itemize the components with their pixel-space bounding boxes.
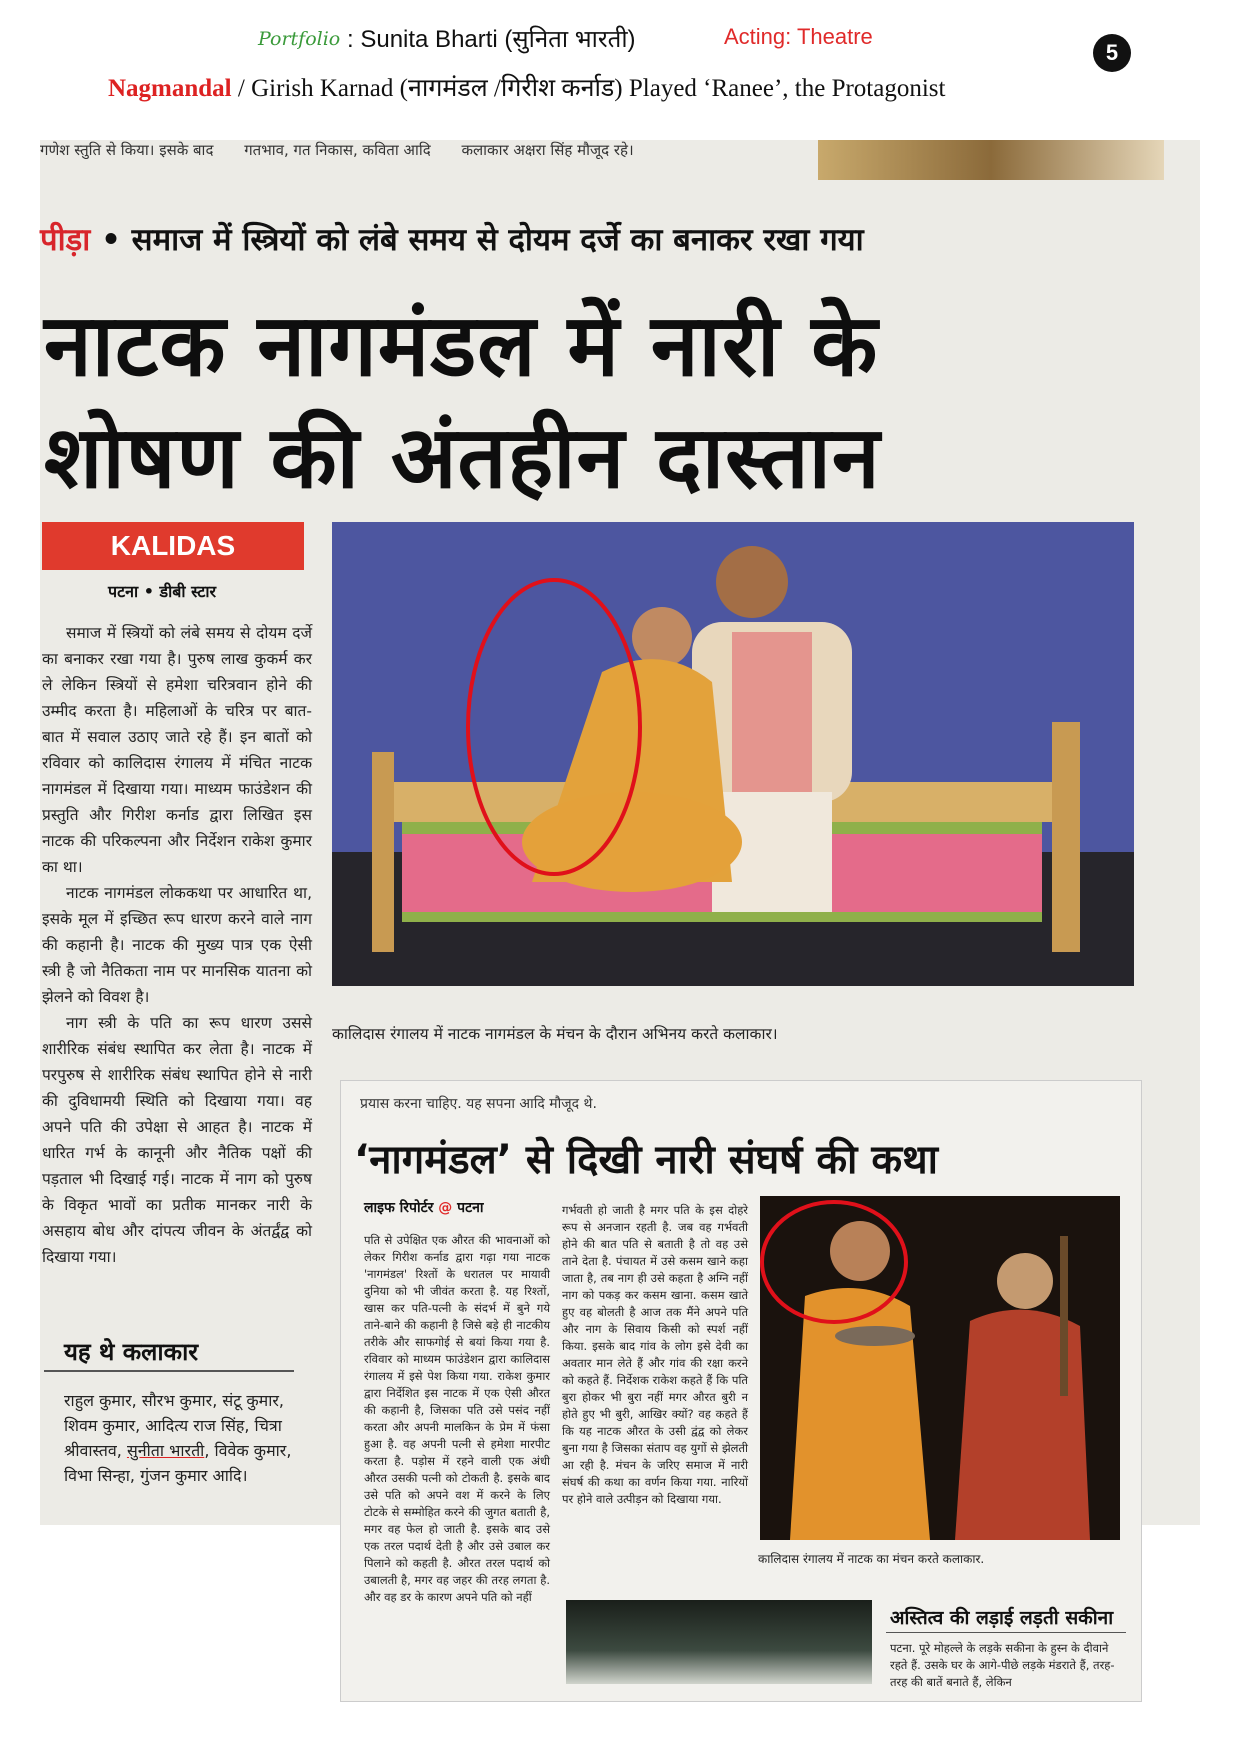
top-strip-text: कलाकार अक्षरा सिंह मौजूद रहे।	[461, 141, 634, 159]
byline	[364, 1198, 484, 1217]
kicker-label: पीड़ा	[40, 222, 91, 258]
byline-prefix: लाइफ रिपोर्टर	[364, 1200, 439, 1216]
article-paragraph: समाज में स्त्रियों को लंबे समय से दोयम दर्जे का बनाकर रखा गया है। पुरुष लाख कुकर्म कर ले लेकिन स्त्रियों से हमेशा चरित्रवान होने की उम्मीद करता है। महिलाओं के चरित्र पर बात-बात में सवाल उठाए जाते रहे हैं। इन बातों को रविवार को कालिदास रंगालय में मंचित नाटक नागमंडल में दिखाया गया। माध्यम फाउंडेशन की प्रस्तुति और गिरीश कर्नाड द्वारा लिखित इस नाटक की परिकल्पना और निर्देशन राकेश कुमार का था।	[42, 624, 312, 876]
divider	[44, 1370, 294, 1372]
category-label: Acting: Theatre	[724, 24, 873, 49]
stage-scene-illustration-2	[760, 1196, 1120, 1540]
stage-photo-secondary	[760, 1196, 1120, 1540]
photo-caption: कालिदास रंगालय में नाटक नागमंडल के मंचन के दौरान अभिनय करते कलाकार।	[332, 1025, 778, 1043]
headline-line-2: शोषण की अंतहीन दास्तान	[44, 408, 881, 508]
stage-photo-main	[332, 522, 1134, 986]
artist-name: : Sunita Bharti (सुनिता भारती)	[347, 26, 636, 53]
sub-article-text: पटना. पूरे मोहल्ले के लड़के सकीना के हुस्न के दीवाने रहते हैं. उसके घर के आगे-पीछे लड़के मंडराते हैं, तरह-तरह की बातें बनाते हैं, लेकिन	[890, 1641, 1115, 1689]
cast-list	[64, 1388, 304, 1488]
headline-line-1: नाटक नागमंडल में नारी के	[44, 296, 879, 396]
article-paragraph: नाग स्त्री के पति का रूप धारण उससे शारीरिक संबंध स्थापित कर लेता है। नाटक में परपुरुष से शारीरिक संबंध स्थापित होने से नारी की दुविधामयी स्थिति को दिखाया गया। वह अपने पति की उपेक्षा से आहत है। नाटक में धारित गर्भ के कानूनी और नैतिक पक्षों की पड़ताल भी दिखाई गई। नाटक में नाग को पुरुष के विकृत भावों का प्रतीक मानकर नारी के असहाय बोध और दांपत्य जीवन के अंतर्द्वंद्व को दिखाया गया।	[42, 1014, 312, 1266]
byline-at: @	[438, 1200, 453, 1216]
stage-scene-illustration	[332, 522, 1134, 986]
cast-name-highlight: सुनीता भारती	[126, 1441, 205, 1460]
kicker-text: समाज में स्त्रियों को लंबे समय से दोयम दर्जे का बनाकर रखा गया	[131, 222, 864, 258]
clipping2-top-strip: प्रयास करना चाहिए. यह सपना आदि मौजूद थे.	[360, 1096, 597, 1112]
article-paragraph: नाटक नागमंडल लोककथा पर आधारित था, इसके मूल में इच्छित रूप धारण करने वाले नाग की कहानी है। नाटक की मुख्य पात्र एक ऐसी स्त्री है जो नैतिकता नाम पर मानसिक यातना को झेलने को विवश है।	[42, 884, 312, 1006]
kicker-line	[40, 218, 864, 260]
portfolio-label: Portfolio	[258, 28, 341, 50]
top-strip-text: गतभाव, गत निकास, कविता आदि	[244, 141, 431, 159]
dateline: पटना • डीबी स्टार	[108, 582, 217, 601]
sub-article-headline: अस्तित्व की लड़ाई लड़ती सकीना	[890, 1607, 1114, 1629]
clipping2-column-1: पति से उपेक्षित एक औरत की भावनाओं को लेकर गिरीश कर्नाड द्वारा गढ़ा गया नाटक 'नागमंडल' रिश्तों के धरातल पर मायावी दुनिया को भी जीवंत करता है. यह रिश्तों, खास कर पति-पत्नी के संदर्भ में बुने गये ताने-बाने की कहानी है जिसे बड़े ही नाटकीय तरीके और साफगोई से बयां किया गया है. रविवार को माध्यम फाउंडेशन द्वारा कालिदास रंगालय में इसे पेश किया गया. राकेश कुमार द्वारा निर्देशित इस नाटक में एक ऐसी औरत की कहानी है, जिसका पति उसे पसंद नहीं करता और अपनी मालकिन के प्रेम में फंसा हुआ है. वह अपनी पत्नी से हमेशा मारपीट करता है. पड़ोस में रहने वाली एक अंधी औरत उसकी पत्नी को टोकती है. इसके बाद उसे पति को अपने वश में करने के लिए टोटके से सम्मोहित करने की जुगत बताती है, मगर वह फेल हो जाती है. इसके बाद उसे एक तरल पदार्थ देती है और उसे उबाल कर पिलाने को कहती है. औरत तरल पदार्थ को उबालती है, मगर वह जहर की तरह लगता है. और वह डर के कारण अपने पति को नहीं	[364, 1233, 550, 1604]
photo-caption-2: कालिदास रंगालय में नाटक का मंचन करते कलाकार.	[758, 1552, 985, 1566]
cast-heading: यह थे कलाकार	[64, 1338, 199, 1366]
play-credit-line	[108, 70, 945, 104]
divider	[886, 1632, 1126, 1633]
byline-city: पटना	[452, 1200, 484, 1216]
clipping2-column-2: गर्भवती हो जाती है मगर पति के इस दोहरे रूप से अनजान रहती है. जब वह गर्भवती होने की बात पति से बताती है तो वह उसे ताने देता है. पंचायत में उसे कसम खाने कहा जाता है, तब नाग ही उसे कहता है अग्नि नहीं नाग को पकड़ कर कसम खाना. कसम खाते हुए वह बोलती है आज तक मैंने अपने पति और नाग के सिवाय किसी को स्पर्श नहीं किया. इसके बाद गांव के लोग इसे देवी का अवतार मान लेते हैं और गांव की रक्षा करने को कहते हैं. निर्देशक राकेश कहते हैं कि पति बुरा होकर भी बुरा नहीं मगर औरत बुरी न होते हुए भी बुरी, आखिर क्यों? वह कहते हैं कि यह नाटक औरत के उसी द्वंद्व को लेकर बुना गया है जिसका संताप वह युगों से झेलती आ रही है. मंचन के जरिए समाज में नारी संघर्ष की कथा का वर्णन किया गया. नारियों पर होने वाले उत्पीड़न को दिखाया गया.	[562, 1203, 748, 1506]
third-photo-fragment	[566, 1600, 872, 1684]
page-number-badge: 5	[1093, 34, 1131, 72]
clipping2-headline: ‘नागमंडल’ से दिखी नारी संघर्ष की कथा	[354, 1137, 938, 1183]
top-photo-fragment	[818, 140, 1164, 180]
kicker-bullet: •	[101, 222, 132, 258]
top-strip-text: गणेश स्तुति से किया। इसके बाद	[40, 141, 214, 159]
cast-names-rest: , विवेक कुमार, विभा सिन्हा, गुंजन कुमार आदि।	[64, 1441, 292, 1485]
cast-names: राहुल कुमार, सौरभ कुमार, संटू कुमार, शिवम कुमार, आदित्य राज सिंह, चित्रा श्रीवास्तव,	[64, 1391, 284, 1460]
clipping-top-strip	[40, 140, 800, 172]
main-headline	[44, 290, 881, 514]
article-body	[42, 620, 312, 1270]
play-credit-text: / Girish Karnad (नागमंडल /गिरीश कर्नाड) Played ‘Ranee’, the Protagonist	[231, 75, 946, 102]
section-tag: KALIDAS	[42, 522, 304, 570]
play-title: Nagmandal	[108, 75, 232, 102]
